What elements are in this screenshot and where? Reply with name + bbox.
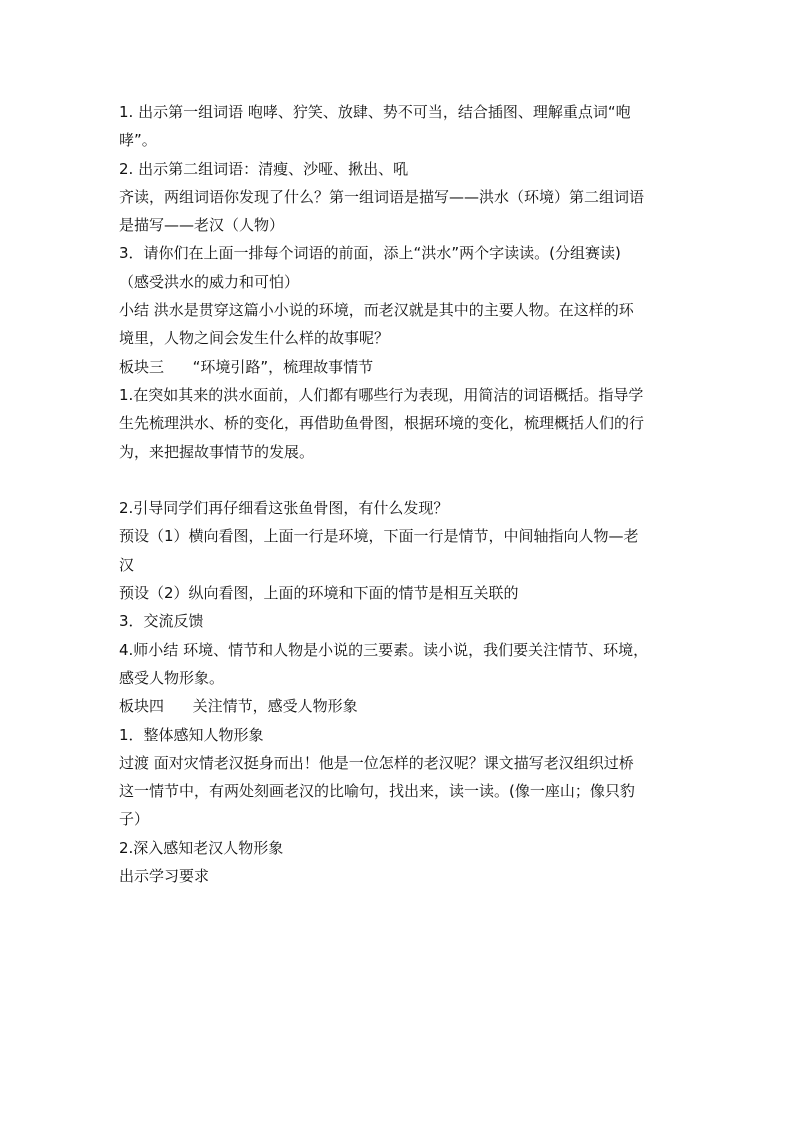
text-line: 汉: [119, 555, 135, 574]
text-line: 生先梳理洪水、桥的变化，再借助鱼骨图，根据环境的变化，梳理概括人们的行: [119, 414, 645, 433]
text-line: 4.师小结 环境、情节和人物是小说的三要素。读小说，我们要关注情节、环境，: [119, 640, 649, 659]
text-line: 2. 出示第二组词语：清瘦、沙哑、揪出、吼: [119, 159, 409, 178]
section-heading: 板块四 关注情节，感受人物形象: [119, 697, 358, 716]
text-line: 是描写——老汉（人物）: [119, 216, 285, 235]
text-line: （感受洪水的威力和可怕）: [119, 272, 300, 291]
text-line: 预设（1）横向看图，上面一行是环境，下面一行是情节，中间轴指向人物—老: [119, 527, 639, 546]
text-line: 1.在突如其来的洪水面前，人们都有哪些行为表现，用简洁的词语概括。指导学: [119, 385, 644, 404]
text-line: 齐读，两组词语你发现了什么？第一组词语是描写——洪水（环境）第二组词语: [119, 187, 645, 206]
document-body: [119, 98, 679, 890]
blank-line: [119, 466, 679, 494]
text-line: 1. 出示第一组词语 咆哮、狞笑、放肆、势不可当，结合插图、理解重点词“咆: [119, 103, 631, 121]
text-line: 感受人物形象。: [119, 668, 225, 687]
text-line: 境里，人物之间会发生什么样的故事呢？: [119, 329, 390, 348]
text-line: 2.引导同学们再仔细看这张鱼骨图，有什么发现？: [119, 499, 449, 518]
text-line: 3．请你们在上面一排每个词语的前面，添上“洪水”两个字读读。(分组赛读): [119, 244, 621, 263]
text-line: 预设（2）纵向看图，上面的环境和下面的情节是相互关联的: [119, 584, 519, 603]
text-line: 这一情节中，有两处刻画老汉的比喻句，找出来，读一读。(像一座山；像只豹: [119, 782, 635, 801]
section-heading: 板块三 “环境引路”，梳理故事情节: [119, 357, 374, 376]
text-line: 过渡 面对灾情老汉挺身而出！他是一位怎样的老汉呢？课文描写老汉组织过桥: [119, 753, 634, 772]
text-line: 小结 洪水是贯穿这篇小小说的环境，而老汉就是其中的主要人物。在这样的环: [119, 301, 634, 320]
text-line: 1．整体感知人物形象: [119, 725, 264, 744]
text-line: 哮”。: [119, 131, 157, 150]
text-line: 子）: [119, 810, 150, 829]
text-line: 3．交流反馈: [119, 612, 204, 631]
text-line: 出示学习要求: [119, 867, 210, 886]
text-line: 为，来把握故事情节的发展。: [119, 442, 315, 461]
text-line: 2.深入感知老汉人物形象: [119, 838, 284, 857]
